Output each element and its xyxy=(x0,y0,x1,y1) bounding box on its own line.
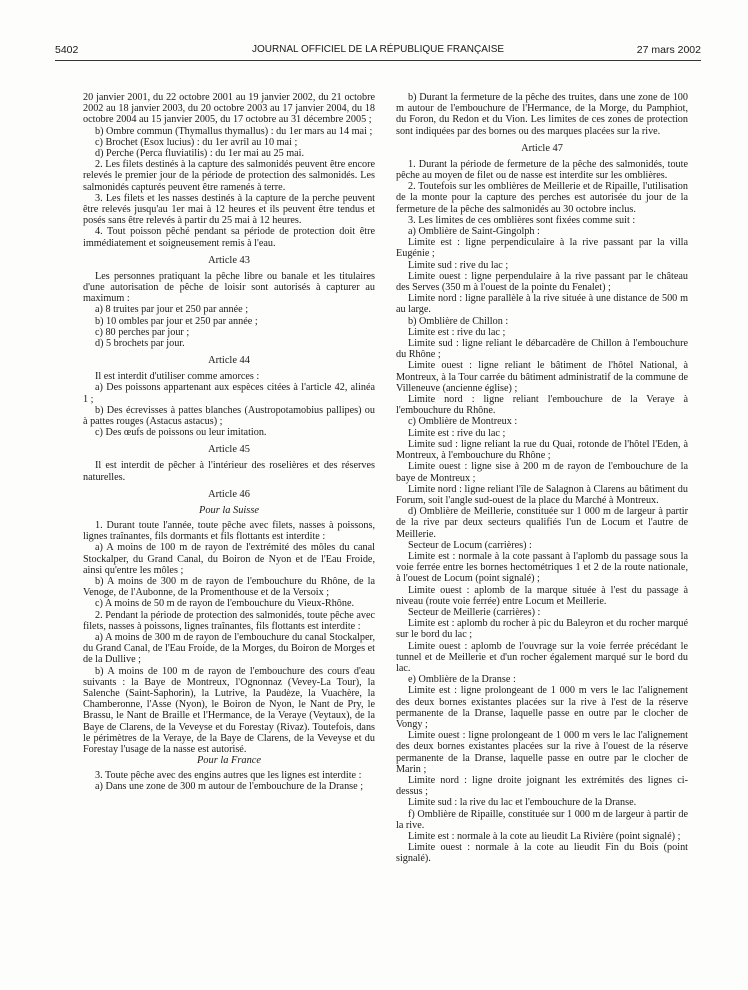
paragraph: Limite est : rive du lac ; xyxy=(408,326,506,338)
paragraph: 1. Durant toute l'année, toute pêche avec filets, nasses à poissons, lignes traînantes, fils dormants et fils flottants est interdite : xyxy=(83,519,375,543)
paragraph: b) A moins de 100 m de rayon de l'embouchure des cours d'eau suivants : la Baye de Montreux, l'Ognonnaz (Vevey-La Tour), la Salenche (Saint-Saphorin), la Lutrive, la Paudèze, la Vuachère, la Chamberonne, l'Asse (Nyon), le Boiron de Nyon, le Nant de Pry, le Brassu, le Nant de Braille et l'Hermance, de la Veraye (Veytaux), de la Baye de Clarens, de la Veveyse et du Forestay (Rivaz). Toutefois, dans le périmètres de la Veraye, de la Baye de Clarens, de la Veveyse et du Forestay l'usage de la nasse est autorisé. xyxy=(83,665,375,755)
paragraph: Secteur de Locum (carrières) : xyxy=(408,539,532,551)
paragraph: 2. Les filets destinés à la capture des salmonidés peuvent être encore relevés le premier jour de la période de protection des salmonidés. Les salmonidés capturés peuvent être ramenés à terre. xyxy=(83,159,375,193)
paragraph: Limite nord : ligne reliant l'embouchure de la Veraye à l'embouchure du Rhône. xyxy=(396,394,688,417)
paragraph: Limite nord : ligne reliant l'île de Salagnon à Clarens au bâtiment du Forum, soit l'angle sud-ouest de la place du Marché à Montreux. xyxy=(396,483,688,506)
paragraph: Limite est : normale à la cote passant à l'aplomb du passage sous la voie ferrée entre les bornes hectométriques 1 et 2 de la route nationale, à l'ouest de Locum (point signalé) ; xyxy=(396,550,688,585)
paragraph: 1. Durant la période de fermeture de la pêche des salmonidés, toute pêche au moyen de filet ou de nasse est interdite sur les omblières. xyxy=(396,158,688,182)
paragraph: Limite est : ligne perpendiculaire à la rive passant par la villa Eugénie ; xyxy=(396,237,688,260)
paragraph: Les personnes pratiquant la pêche libre ou banale et les titulaires d'une autorisation de pêche de loisir sont autorisés à capturer au maximum : xyxy=(83,270,375,305)
section-subheading: Pour la Suisse xyxy=(198,504,260,516)
article-heading: Article 46 xyxy=(208,488,250,500)
paragraph: 2. Toutefois sur les omblières de Meillerie et de Ripaille, l'utilisation de la monte pour la capture des perches est autorisée du jour de la fermeture de la pêche des salmonidés au 30 octobre inclus. xyxy=(396,181,688,215)
paragraph: c) A moins de 50 m de rayon de l'embouchure du Vieux-Rhône. xyxy=(95,598,355,610)
paragraph: Limite ouest : aplomb de la marque située à l'est du passage à niveau (route voie ferrée) entre Locum et Meillerie. xyxy=(396,584,688,607)
paragraph: b) A moins de 300 m de rayon de l'embouchure du Rhône, de la Venoge, de l'Aubonne, de la Promenthouse et de la Versoix ; xyxy=(83,575,375,599)
paragraph: Limite sud : la rive du lac et l'embouchure de la Dranse. xyxy=(408,797,637,809)
paragraph: 2. Pendant la période de protection des salmonidés, toute pêche avec filets, nasses à poissons, lignes traînantes, fils flottants est interdite : xyxy=(83,609,375,632)
page-header xyxy=(55,44,701,58)
paragraph: Limite est : rive du lac ; xyxy=(408,427,506,439)
paragraph: b) Des écrevisses à pattes blanches (Austropotamobius pallipes) ou à pattes rouges (Astacus astacus) ; xyxy=(83,404,375,428)
header-rule xyxy=(55,60,701,61)
paragraph: b) Omblière de Chillon : xyxy=(408,315,509,327)
section-subheading: Pour la France xyxy=(196,755,262,767)
paragraph: b) Durant la fermeture de la pêche des truites, dans une zone de 100 m autour de l'embouchure de l'Hermance, de la Morge, du Pamphiot, du Foron, du Redon et du Vion. Les limites de ces zones de protection sont indiquées par des bornes ou des marques placées sur la rive. xyxy=(396,92,688,137)
paragraph: e) Omblière de la Dranse : xyxy=(408,674,516,686)
paragraph: Limite est : normale à la cote au lieudit La Rivière (point signalé) ; xyxy=(408,831,681,842)
paragraph: a) Dans une zone de 300 m autour de l'embouchure de la Dranse ; xyxy=(95,781,364,793)
article-heading: Article 45 xyxy=(208,444,250,456)
paragraph: a) A moins de 300 m de rayon de l'embouchure du canal Stockalper, du Grand Canal, de l'Eau Froide, de la Morges, du Boiron de Morges et de la Dullive ; xyxy=(83,631,375,666)
paragraph: 3. Les limites de ces omblières sont fixées comme suit : xyxy=(408,214,636,226)
article-heading: Article 47 xyxy=(521,142,563,154)
paragraph: Limite sud : ligne reliant le débarcadère de Chillon à l'embouchure du Rhône ; xyxy=(396,338,688,361)
paragraph: c) Omblière de Montreux : xyxy=(408,416,518,428)
paragraph: Secteur de Meillerie (carrières) : xyxy=(408,606,541,618)
paragraph: Il est interdit de pêcher à l'intérieur des roselières et des réserves naturelles. xyxy=(83,460,375,483)
paragraph: Limite ouest : ligne sise à 200 m de rayon de l'embouchure de la baye de Montreux ; xyxy=(396,461,688,484)
article-heading: Article 43 xyxy=(208,254,250,266)
paragraph: Il est interdit d'utiliser comme amorces : xyxy=(95,371,260,383)
paragraph: d) Perche (Perca fluviatilis) : du 1er mai au 25 mai. xyxy=(95,148,305,160)
paragraph: a) Des poissons appartenant aux espèces citées à l'article 42, alinéa 1 ; xyxy=(83,382,375,405)
right-column xyxy=(396,92,688,972)
paragraph: Limite sud : rive du lac ; xyxy=(408,259,509,271)
paragraph: Limite sud : ligne reliant la rue du Quai, rotonde de l'hôtel l'Eden, à Montreux, à l'embouchure du Rhône ; xyxy=(396,438,688,462)
paragraph: c) Brochet (Esox lucius) : du 1er avril au 10 mai ; xyxy=(95,136,298,148)
page-number: 5402 xyxy=(55,44,79,56)
paragraph: Limite nord : ligne parallèle à la rive située à une distance de 500 m au large. xyxy=(396,293,688,316)
paragraph: d) 5 brochets par jour. xyxy=(95,338,185,350)
paragraph: Limite ouest : ligne reliant le bâtiment de l'hôtel National, à Montreux, à la Tour carrée du bâtiment administratif de la commune de Villeneuve (ancienne église) ; xyxy=(396,360,688,394)
paragraph: 4. Tout poisson pêché pendant sa période de protection doit être immédiatement et soigneusement remis à l'eau. xyxy=(83,226,375,249)
article-heading: Article 44 xyxy=(208,355,250,367)
paragraph: Limite est : ligne prolongeant de 1 000 m vers le lac l'alignement des deux bornes existantes placées sur la rive à l'est de la réserve permanente de la Dranse, laquelle passe en outre par le clocher de Vongy ; xyxy=(396,685,688,730)
paragraph: 3. Les filets et les nasses destinés à la capture de la perche peuvent être relevés jusqu'au 1er mai à 12 heures et ils peuvent être tendus et posés sans être relevés à partir du 25 mai à 12 heures. xyxy=(83,192,375,227)
paragraph: f) Omblière de Ripaille, constituée sur 1 000 m de largeur à partir de la rive. xyxy=(396,808,688,831)
paragraph: Limite ouest : normale à la cote au lieudit Fin du Bois (point signalé). xyxy=(396,842,688,865)
publication-date: 27 mars 2002 xyxy=(636,44,701,56)
paragraph: 3. Toute pêche avec des engins autres que les lignes est interdite : xyxy=(95,770,362,782)
paragraph: Limite ouest : ligne perpendulaire à la rive passant par le château des Serves (350 m à l'ouest de la pointe du Fenalet) ; xyxy=(396,270,688,294)
paragraph: d) Omblière de Meillerie, constituée sur 1 000 m de largeur à partir de la rive par deux secteurs qualifiés l'un de Locum et l'autre de Meillerie. xyxy=(396,506,688,540)
paragraph: a) 8 truites par jour et 250 par année ; xyxy=(95,304,249,316)
journal-title: JOURNAL OFFICIEL DE LA RÉPUBLIQUE FRANÇAISE xyxy=(251,44,505,55)
paragraph: b) 10 ombles par jour et 250 par année ; xyxy=(95,315,258,327)
paragraph: Limite nord : ligne droite joignant les extrémités des lignes ci-dessus ; xyxy=(396,774,688,798)
paragraph: Limite est : aplomb du rocher à pic du Baleyron et du rocher marqué sur le bord du lac ; xyxy=(396,618,688,641)
paragraph: Limite ouest : aplomb de l'ouvrage sur la voie ferrée précédant le tunnel et de Meillerie et d'un rocher également marqué sur le bord du lac. xyxy=(396,640,688,674)
paragraph: a) Omblière de Saint-Gingolph : xyxy=(408,226,540,238)
paragraph: a) A moins de 100 m de rayon de l'extrémité des môles du canal Stockalper, du Grand Canal, du Boiron de Nyon et de l'Eau Froide, ainsi qu'entre les môles ; xyxy=(83,542,375,576)
paragraph: c) 80 perches par jour ; xyxy=(95,326,190,338)
paragraph: b) Ombre commun (Thymallus thymallus) : du 1er mars au 14 mai ; xyxy=(95,125,373,137)
paragraph: c) Des œufs de poissons ou leur imitation. xyxy=(95,427,267,439)
left-column xyxy=(83,92,375,972)
paragraph: Limite ouest : ligne prolongeant de 1 000 m vers le lac l'alignement des deux bornes existantes placées sur la rive à l'ouest de la réserve permanente de la Dranse, laquelle passe en outre par le clocher de Marin ; xyxy=(396,730,688,775)
paragraph: 20 janvier 2001, du 22 octobre 2001 au 19 janvier 2002, du 21 octobre 2002 au 18 janvier 2003, du 20 octobre 2003 au 17 janvier 2004, du 18 octobre 2004 au 15 janvier 2005, du 17 octobre au 31 décembre 2005 ; xyxy=(83,92,375,126)
